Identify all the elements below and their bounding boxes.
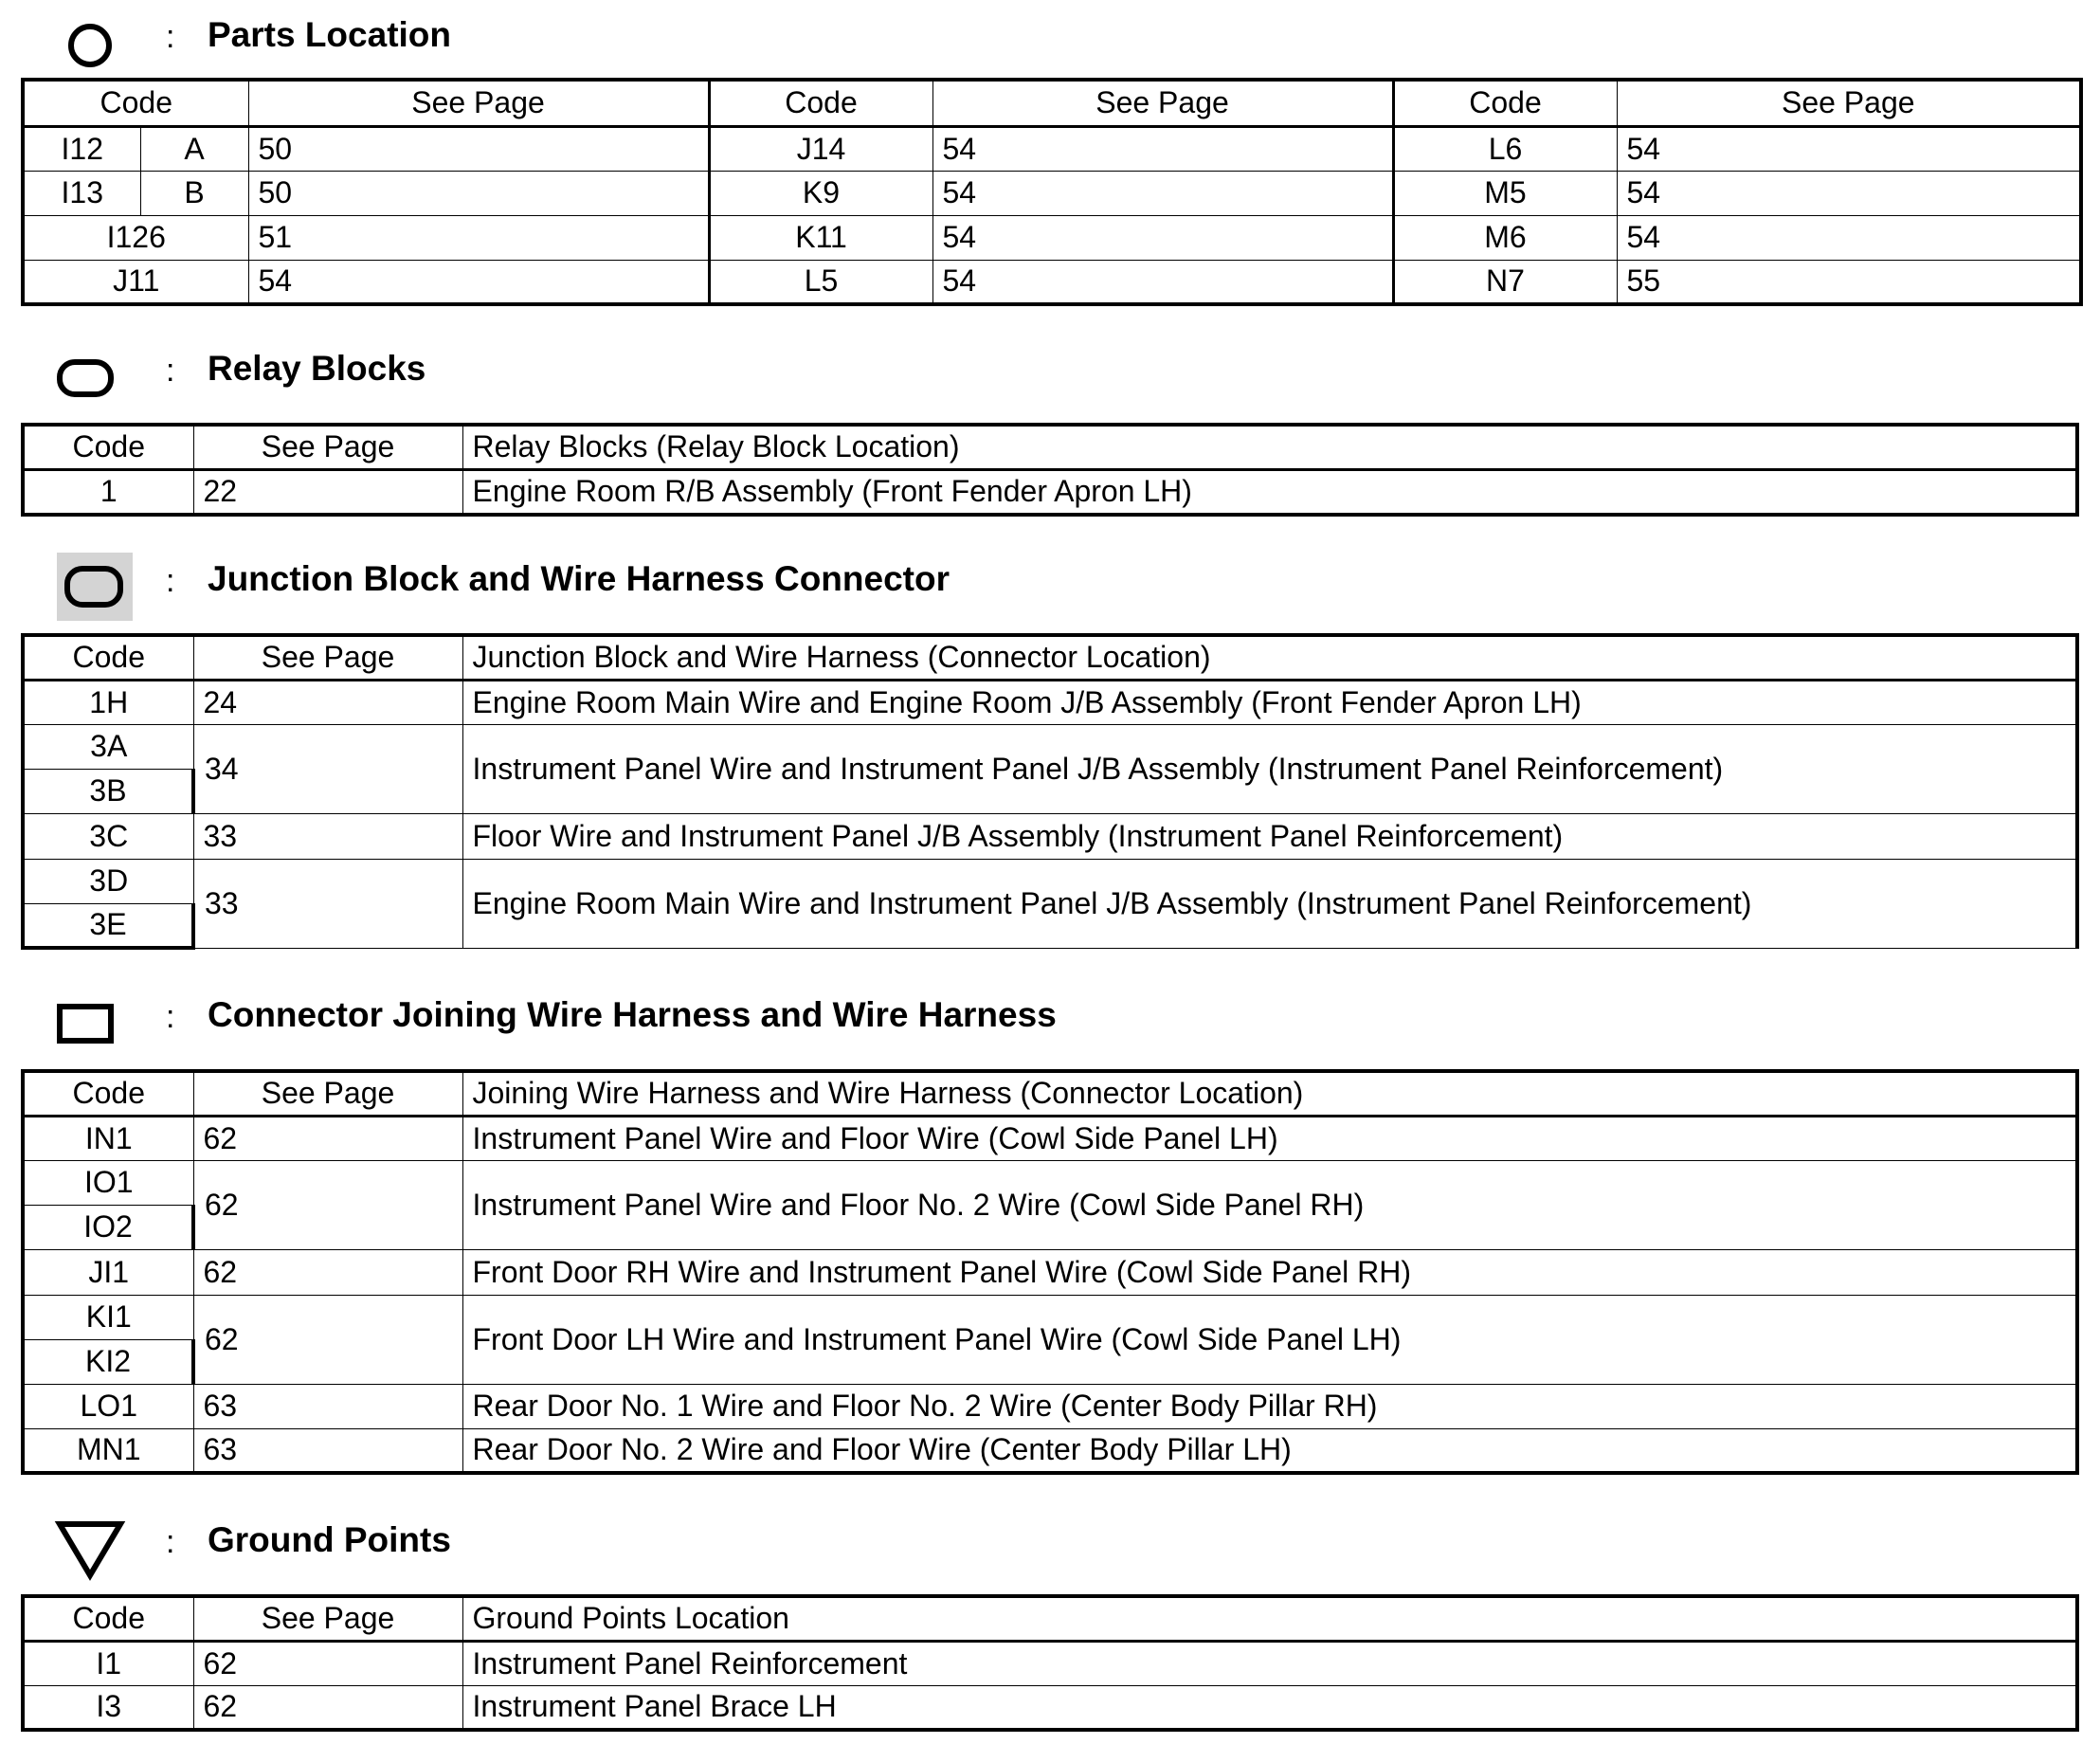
junction-page: 33 <box>193 813 462 859</box>
relay-blocks-table <box>21 423 2079 517</box>
table-row <box>23 1641 2077 1685</box>
part-page: 54 <box>1617 215 2081 260</box>
connector-page: 63 <box>193 1384 462 1428</box>
relay-code: 1 <box>23 469 193 515</box>
junction-page: 24 <box>193 680 462 724</box>
junction-description: Engine Room Main Wire and Instrument Panel J/B Assembly (Instrument Panel Reinforcement) <box>462 859 2077 948</box>
connector-description: Front Door RH Wire and Instrument Panel Wire (Cowl Side Panel RH) <box>462 1249 2077 1295</box>
column-header-see-page: See Page <box>1617 80 2081 126</box>
connector-joining-table <box>21 1069 2079 1475</box>
connector-description: Instrument Panel Wire and Floor No. 2 Wire (Cowl Side Panel RH) <box>462 1160 2077 1249</box>
ground-code: I1 <box>23 1641 193 1685</box>
section-colon: : <box>166 353 175 389</box>
parts-location-header <box>54 6 1381 82</box>
parts-location-table <box>21 78 2083 306</box>
part-code: I12 <box>23 126 140 171</box>
column-header-description: Joining Wire Harness and Wire Harness (Connector Location) <box>462 1071 2077 1116</box>
connector-description: Rear Door No. 2 Wire and Floor Wire (Center Body Pillar LH) <box>462 1428 2077 1473</box>
rectangle-icon <box>54 986 149 1062</box>
table-row <box>23 859 2077 903</box>
table-header-row <box>23 635 2077 680</box>
part-page: 54 <box>932 260 1393 304</box>
part-code: L6 <box>1393 126 1617 171</box>
junction-code: 3A <box>23 724 193 769</box>
junction-code: 3C <box>23 813 193 859</box>
ground-points-table <box>21 1594 2079 1732</box>
column-header-description: Junction Block and Wire Harness (Connector Location) <box>462 635 2077 680</box>
column-header-see-page: See Page <box>932 80 1393 126</box>
connector-description: Rear Door No. 1 Wire and Floor No. 2 Wire (Center Body Pillar RH) <box>462 1384 2077 1428</box>
connector-code: IN1 <box>23 1116 193 1160</box>
connector-page: 62 <box>193 1295 462 1384</box>
junction-page: 34 <box>193 724 462 813</box>
part-code: K9 <box>709 171 932 215</box>
part-code: K11 <box>709 215 932 260</box>
part-code: N7 <box>1393 260 1617 304</box>
ground-page: 62 <box>193 1641 462 1685</box>
column-header-code: Code <box>709 80 932 126</box>
table-row <box>23 1295 2077 1339</box>
junction-description: Engine Room Main Wire and Engine Room J/B Assembly (Front Fender Apron LH) <box>462 680 2077 724</box>
rounded-rectangle-icon <box>54 339 149 415</box>
relay-page: 22 <box>193 469 462 515</box>
ground-points-header <box>54 1511 1381 1587</box>
table-row <box>23 469 2077 515</box>
connector-description: Front Door LH Wire and Instrument Panel Wire (Cowl Side Panel LH) <box>462 1295 2077 1384</box>
connector-joining-header <box>54 986 1381 1062</box>
connector-page: 62 <box>193 1249 462 1295</box>
part-page: 54 <box>1617 126 2081 171</box>
column-header-description: Ground Points Location <box>462 1596 2077 1641</box>
relay-blocks-header <box>54 339 1381 415</box>
table-row <box>23 171 2081 215</box>
part-code: M5 <box>1393 171 1617 215</box>
column-header-code: Code <box>23 1596 193 1641</box>
inverted-triangle-icon <box>54 1511 149 1587</box>
ground-description: Instrument Panel Reinforcement <box>462 1641 2077 1685</box>
shaded-rounded-rectangle-icon <box>54 550 149 626</box>
column-header-code: Code <box>1393 80 1617 126</box>
column-header-see-page: See Page <box>248 80 709 126</box>
ground-page: 62 <box>193 1685 462 1730</box>
part-code: I13 <box>23 171 140 215</box>
table-row <box>23 1384 2077 1428</box>
column-header-see-page: See Page <box>193 635 462 680</box>
junction-page: 33 <box>193 859 462 948</box>
part-page: 54 <box>1617 171 2081 215</box>
column-header-code: Code <box>23 1071 193 1116</box>
part-page: 55 <box>1617 260 2081 304</box>
table-row <box>23 1249 2077 1295</box>
part-code: M6 <box>1393 215 1617 260</box>
part-sub-code: B <box>140 171 248 215</box>
section-title: Parts Location <box>208 15 451 54</box>
connector-code: KI2 <box>23 1339 193 1384</box>
section-title: Ground Points <box>208 1520 451 1559</box>
circle-icon <box>54 6 149 82</box>
section-title: Junction Block and Wire Harness Connector <box>208 559 950 598</box>
table-row <box>23 260 2081 304</box>
part-page: 50 <box>248 126 709 171</box>
table-row <box>23 215 2081 260</box>
connector-code: KI1 <box>23 1295 193 1339</box>
connector-code: JI1 <box>23 1249 193 1295</box>
ground-description: Instrument Panel Brace LH <box>462 1685 2077 1730</box>
connector-code: IO1 <box>23 1160 193 1205</box>
part-page: 51 <box>248 215 709 260</box>
table-row <box>23 724 2077 769</box>
part-page: 54 <box>932 215 1393 260</box>
connector-code: IO2 <box>23 1205 193 1249</box>
column-header-code: Code <box>23 80 248 126</box>
table-header-row <box>23 1596 2077 1641</box>
junction-description: Floor Wire and Instrument Panel J/B Assembly (Instrument Panel Reinforcement) <box>462 813 2077 859</box>
junction-code: 3B <box>23 769 193 813</box>
section-colon: : <box>166 19 175 55</box>
part-sub-code: A <box>140 126 248 171</box>
part-code: I126 <box>23 215 248 260</box>
connector-code: LO1 <box>23 1384 193 1428</box>
column-header-code: Code <box>23 635 193 680</box>
table-row <box>23 1116 2077 1160</box>
table-header-row <box>23 1071 2077 1116</box>
connector-code: MN1 <box>23 1428 193 1473</box>
table-row <box>23 126 2081 171</box>
column-header-see-page: See Page <box>193 425 462 469</box>
section-colon: : <box>166 563 175 599</box>
part-code: L5 <box>709 260 932 304</box>
part-code: J14 <box>709 126 932 171</box>
section-title: Relay Blocks <box>208 349 426 388</box>
table-header-row <box>23 80 2081 126</box>
part-code: J11 <box>23 260 248 304</box>
table-row <box>23 1428 2077 1473</box>
table-row <box>23 813 2077 859</box>
junction-block-header <box>54 550 1381 626</box>
connector-page: 62 <box>193 1160 462 1249</box>
part-page: 54 <box>248 260 709 304</box>
connector-page: 62 <box>193 1116 462 1160</box>
section-colon: : <box>166 1524 175 1560</box>
part-page: 54 <box>932 171 1393 215</box>
part-page: 54 <box>932 126 1393 171</box>
junction-code: 1H <box>23 680 193 724</box>
connector-page: 63 <box>193 1428 462 1473</box>
connector-description: Instrument Panel Wire and Floor Wire (Cowl Side Panel LH) <box>462 1116 2077 1160</box>
relay-description: Engine Room R/B Assembly (Front Fender Apron LH) <box>462 469 2077 515</box>
junction-code: 3D <box>23 859 193 903</box>
table-row <box>23 1685 2077 1730</box>
column-header-description: Relay Blocks (Relay Block Location) <box>462 425 2077 469</box>
junction-description: Instrument Panel Wire and Instrument Panel J/B Assembly (Instrument Panel Reinforcement) <box>462 724 2077 813</box>
ground-code: I3 <box>23 1685 193 1730</box>
column-header-see-page: See Page <box>193 1071 462 1116</box>
table-header-row <box>23 425 2077 469</box>
section-colon: : <box>166 999 175 1035</box>
junction-code: 3E <box>23 903 193 948</box>
part-page: 50 <box>248 171 709 215</box>
column-header-see-page: See Page <box>193 1596 462 1641</box>
junction-block-table <box>21 633 2079 950</box>
table-row <box>23 680 2077 724</box>
section-title: Connector Joining Wire Harness and Wire Harness <box>208 995 1057 1034</box>
column-header-code: Code <box>23 425 193 469</box>
table-row <box>23 1160 2077 1205</box>
